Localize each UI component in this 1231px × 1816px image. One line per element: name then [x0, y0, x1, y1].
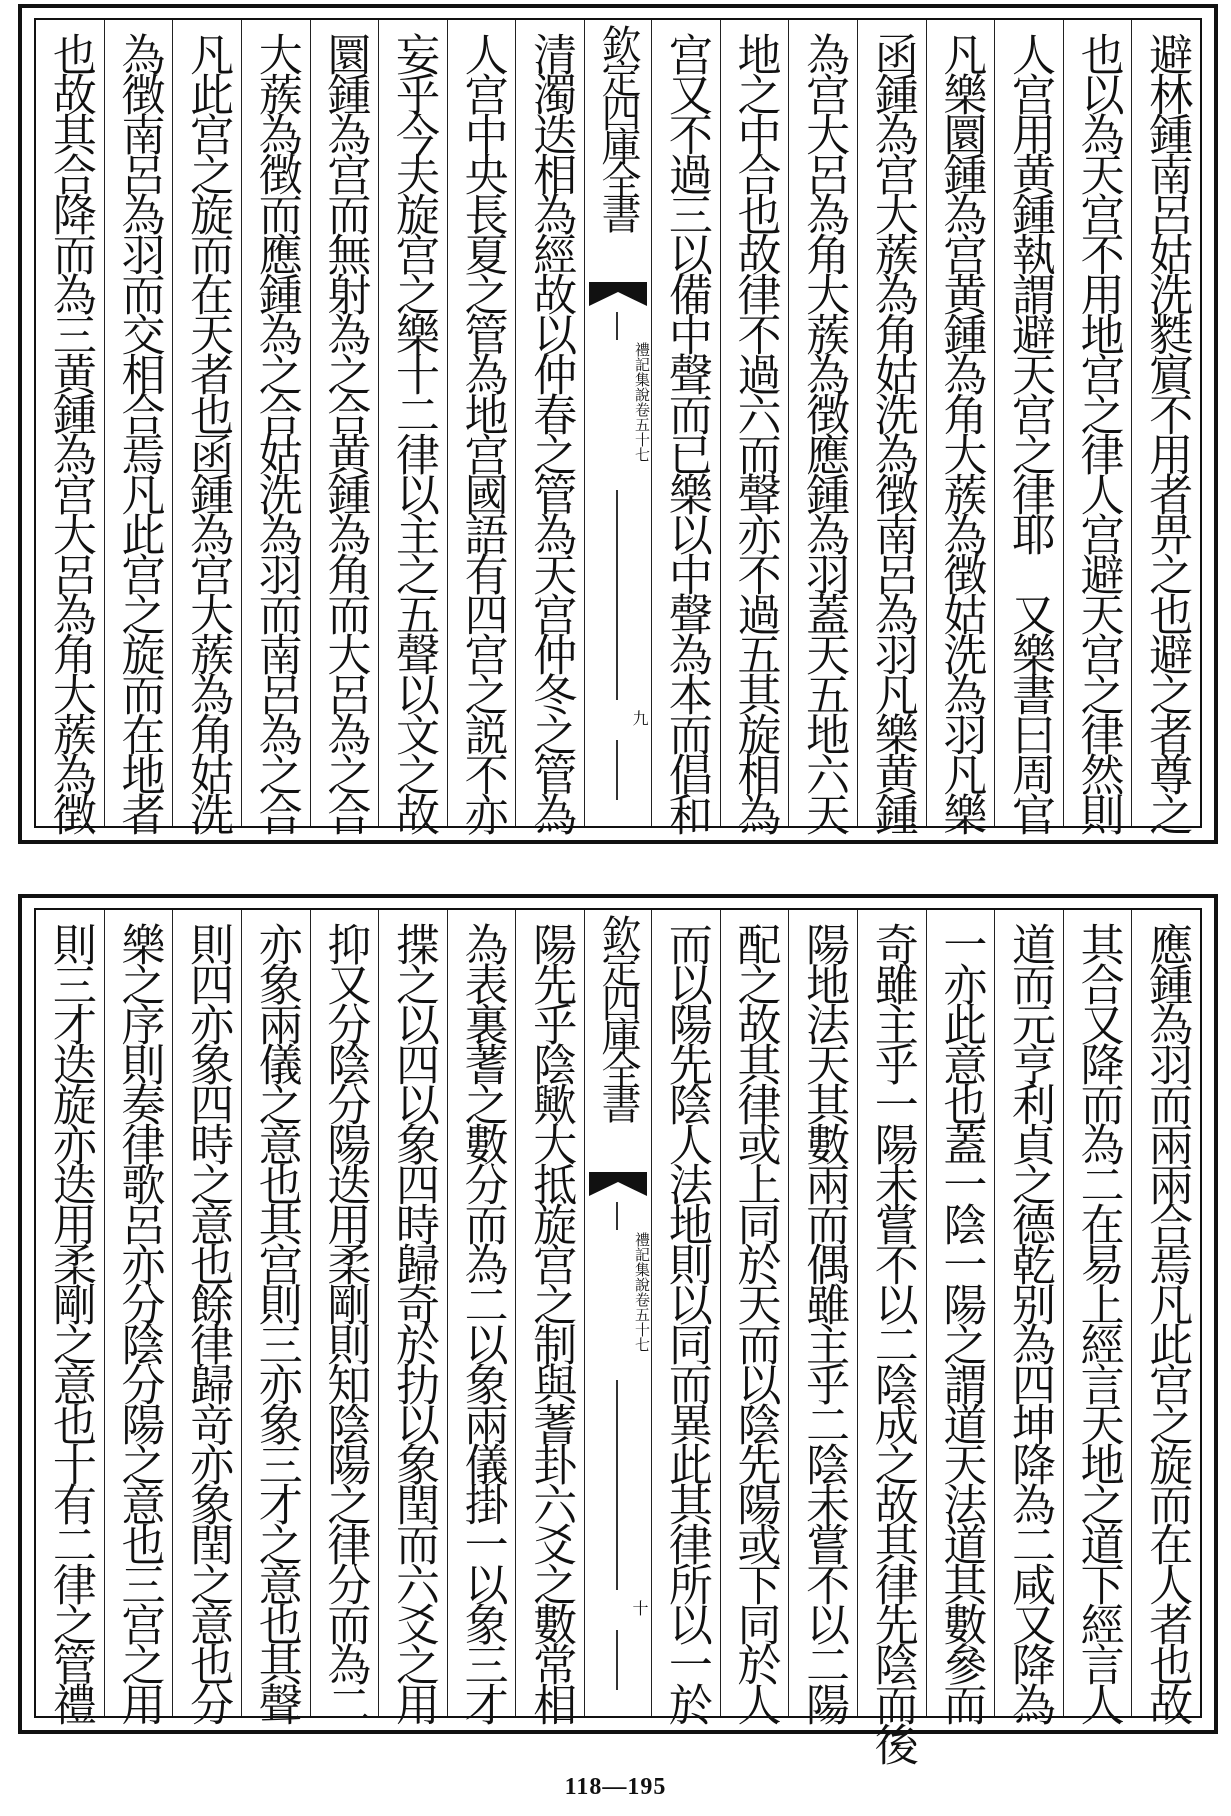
text-column: 人宫用黄鍾執謂避天宫之律耶 又樂書曰周官: [994, 20, 1063, 826]
center-spine: [584, 20, 651, 826]
spine-rule: [616, 1380, 618, 1590]
text-column: 人宫中央長夏之管為地宫國語有四宫之説不亦: [447, 20, 516, 826]
bottom-page-frame: [34, 908, 1202, 1762]
text-column: 亦象兩儀之意也其宫則三亦象三才之意也其聲: [241, 910, 310, 1716]
page-number: 九: [630, 710, 649, 726]
text-column: 宫又不過三以備中聲而已樂以中聲為本而倡和: [651, 20, 720, 826]
text-column: 樂之序則奏律歌呂亦分陰分陽之意也三宫之用: [104, 910, 173, 1716]
text-column: 奇雖主乎一陽未嘗不以二陰成之故其律先陰而後: [857, 910, 926, 1716]
spine-rule: [616, 740, 618, 800]
text-column: 抑又分陰分陽迭用柔剛則知陰陽之律分而為二: [310, 910, 379, 1716]
text-column: 為宫大呂為角大蔟為徴應鍾為羽蓋天五地六天: [788, 20, 857, 826]
text-column: 則四亦象四時之意也餘律歸竒亦象閏之意也分: [172, 910, 241, 1716]
text-column: 陽先乎陰歟大抵旋宫之制與蓍卦六爻之數常相: [515, 910, 584, 1716]
text-column: 圜鍾為宫而無射為之合黄鍾為角而大呂為之合: [310, 20, 379, 826]
spine-rule: [616, 1202, 618, 1230]
volume-label: [585, 342, 651, 462]
text-column: 而以陽先陰人法地則以同而異此其律所以一於: [651, 910, 720, 1716]
text-column: 避林鍾南呂姑洗㽔賔不用者畀之也避之者尊之: [1131, 20, 1200, 826]
text-column: 凡此宫之旋而在天者也函鍾為宫大蔟為角姑洗: [172, 20, 241, 826]
center-spine: [584, 910, 651, 1716]
top-page-columns: [36, 20, 1200, 832]
volume-number: 卷五十七: [633, 402, 651, 462]
fish-tail-mark-icon: [589, 282, 647, 306]
text-column: 清濁迭相為經故以仲春之管為天宫仲冬之管為: [515, 20, 584, 826]
book-title: 欽定四庫全書: [595, 24, 641, 228]
page-footer-number: 118—195: [564, 1774, 667, 1800]
text-column: 揲之以四以象四時歸奇於扐以象閏而六爻之用: [378, 910, 447, 1716]
volume-label: [585, 1232, 651, 1352]
spine-rule: [616, 312, 618, 340]
text-column: 應鍾為羽而兩兩合焉凡此宫之旋而在人者也故: [1131, 910, 1200, 1716]
book-title: 欽定四庫全書: [595, 914, 641, 1118]
text-column: 地之中合也故律不過六而聲亦不過五其旋相為: [720, 20, 789, 826]
text-column: 則三才迭旋亦迭用柔剛之意也十有二律之管禮: [44, 922, 96, 1722]
volume-number: 卷五十七: [633, 1292, 651, 1352]
text-column: 也故其合降而為三黄鍾為宫大呂為角大蔟為徴: [44, 32, 96, 832]
book-name: 禮記集說: [633, 342, 651, 402]
text-column: 道而元亨利貞之德乾别為四坤降為二咸又降為: [994, 910, 1063, 1716]
spine-rule: [616, 490, 618, 700]
text-column: 為徴南呂為羽而交相合焉凡此宫之旋而在地者: [104, 20, 173, 826]
text-column: 妄乎今夫旋宫之樂十二律以主之五聲以文之故: [378, 20, 447, 826]
top-page-frame: [34, 18, 1202, 832]
top-page: [18, 4, 1218, 844]
text-column: 配之故其律或上同於天而以陰先陽或下同於人: [720, 910, 789, 1716]
page-number: 十: [630, 1600, 649, 1616]
text-column: 函鍾為宫大蔟為角姑洗為徴南呂為羽凡樂黄鍾: [857, 20, 926, 826]
fish-tail-mark-icon: [589, 1172, 647, 1196]
text-column: 大蔟為徴而應鍾為之合姑洗為羽而南呂為之合: [241, 20, 310, 826]
spine-rule: [616, 1630, 618, 1690]
text-column: 為表裏蓍之數分而為二以象兩儀掛一以象三才: [447, 910, 516, 1716]
text-column: 也以為天宫不用地宫之律人宫避天宫之律然則: [1063, 20, 1132, 826]
text-column: 凡樂圜鍾為宫黄鍾為角大蔟為徴姑洗為羽凡樂: [926, 20, 995, 826]
bottom-page-columns: [36, 910, 1200, 1762]
text-column: 陽地法天其數兩而偶雖主乎二陰未嘗不以二陽: [788, 910, 857, 1716]
book-name: 禮記集說: [633, 1232, 651, 1292]
text-column: 一亦此意也蓋一陰一陽之謂道天法道其數參而: [926, 910, 995, 1716]
bottom-page: [18, 894, 1218, 1762]
text-column: 其合又降而為二在易上經言天地之道下經言人: [1063, 910, 1132, 1716]
